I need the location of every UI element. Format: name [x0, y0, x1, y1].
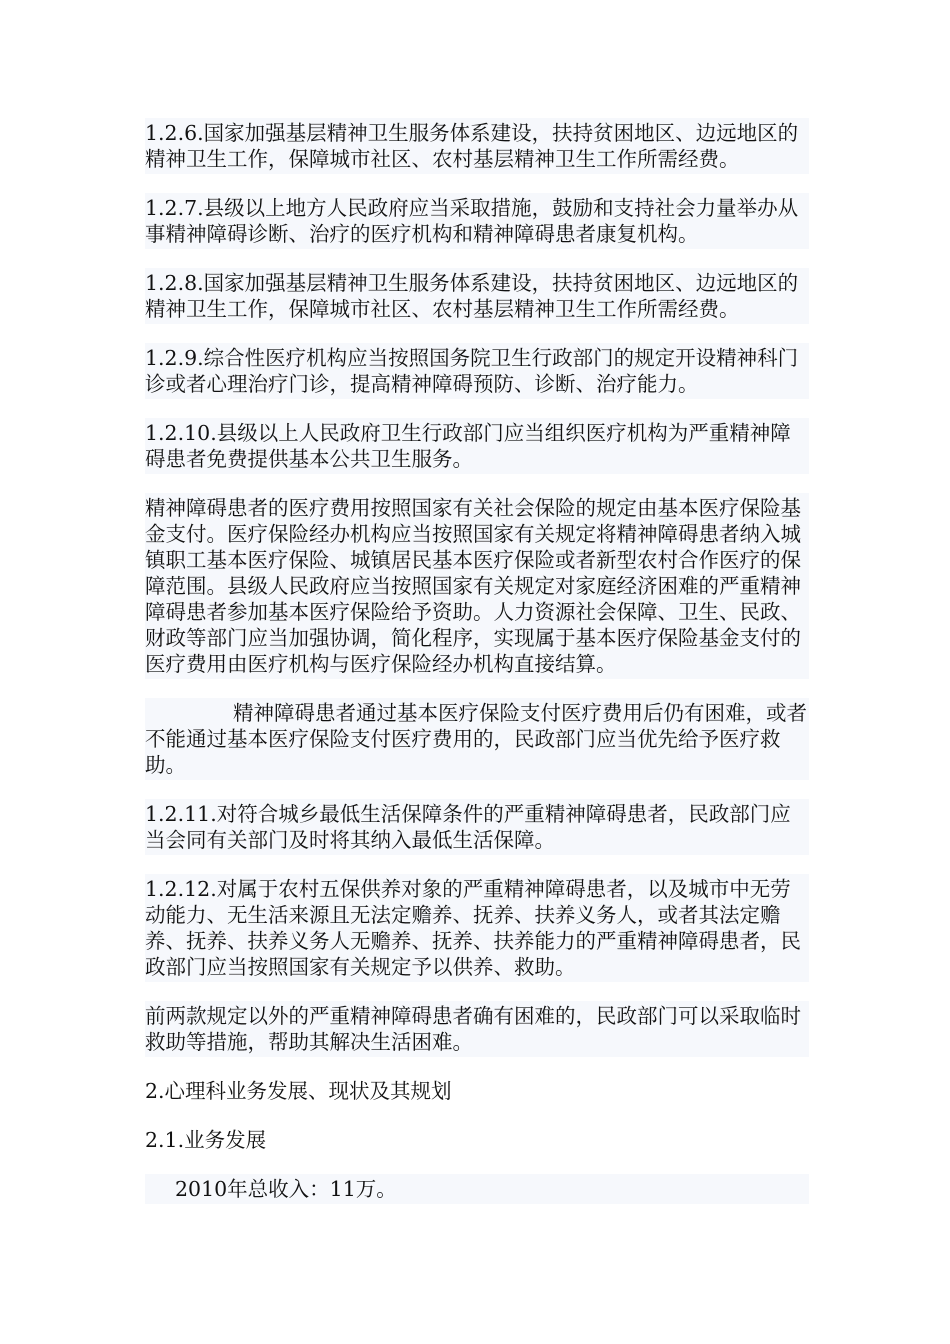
paragraph-temporary-aid: 前两款规定以外的严重精神障碍患者确有困难的，民政部门可以采取临时救助等措施，帮助其解决生活困难。 — [145, 1001, 809, 1057]
paragraph-1-2-11: 1.2.11.对符合城乡最低生活保障条件的严重精神障碍患者，民政部门应当会同有关部门及时将其纳入最低生活保障。 — [145, 799, 809, 855]
paragraph-medical-insurance: 精神障碍患者的医疗费用按照国家有关社会保险的规定由基本医疗保险基金支付。医疗保险经办机构应当按照国家有关规定将精神障碍患者纳入城镇职工基本医疗保险、城镇居民基本医疗保险或者新型农村合作医疗的保障范围。县级人民政府应当按照国家有关规定对家庭经济困难的严重精神障碍患者参加基本医疗保险给予资助。人力资源社会保障、卫生、民政、财政等部门应当加强协调，简化程序，实现属于基本医疗保险基金支付的医疗费用由医疗机构与医疗保险经办机构直接结算。 — [145, 493, 809, 679]
document-body — [145, 118, 809, 1223]
section-heading-2-1: 2.1.业务发展 — [145, 1125, 809, 1155]
revenue-2010: 2010年总收入：11万。 — [145, 1174, 809, 1204]
paragraph-1-2-6: 1.2.6.国家加强基层精神卫生服务体系建设，扶持贫困地区、边远地区的精神卫生工作，保障城市社区、农村基层精神卫生工作所需经费。 — [145, 118, 809, 174]
paragraph-1-2-7: 1.2.7.县级以上地方人民政府应当采取措施，鼓励和支持社会力量举办从事精神障碍诊断、治疗的医疗机构和精神障碍患者康复机构。 — [145, 193, 809, 249]
paragraph-1-2-9: 1.2.9.综合性医疗机构应当按照国务院卫生行政部门的规定开设精神科门诊或者心理治疗门诊，提高精神障碍预防、诊断、治疗能力。 — [145, 343, 809, 399]
paragraph-1-2-10: 1.2.10.县级以上人民政府卫生行政部门应当组织医疗机构为严重精神障碍患者免费提供基本公共卫生服务。 — [145, 418, 809, 474]
paragraph-1-2-8: 1.2.8.国家加强基层精神卫生服务体系建设，扶持贫困地区、边远地区的精神卫生工作，保障城市社区、农村基层精神卫生工作所需经费。 — [145, 268, 809, 324]
paragraph-medical-aid: 精神障碍患者通过基本医疗保险支付医疗费用后仍有困难，或者不能通过基本医疗保险支付医疗费用的，民政部门应当优先给予医疗救助。 — [145, 698, 809, 780]
paragraph-1-2-12: 1.2.12.对属于农村五保供养对象的严重精神障碍患者，以及城市中无劳动能力、无生活来源且无法定赡养、抚养、扶养义务人，或者其法定赡养、抚养、扶养义务人无赡养、抚养、扶养能力的严重精神障碍患者，民政部门应当按照国家有关规定予以供养、救助。 — [145, 874, 809, 982]
section-heading-2: 2.心理科业务发展、现状及其规划 — [145, 1076, 809, 1106]
